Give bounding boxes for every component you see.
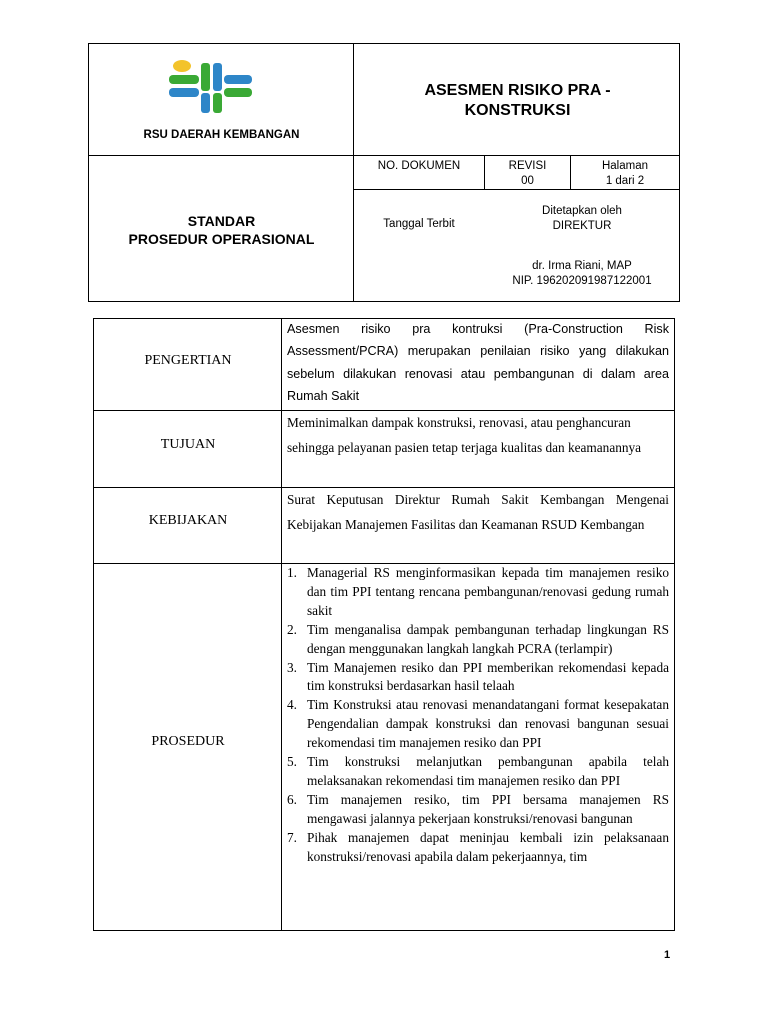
tujuan-text: Meminimalkan dampak konstruksi, renovasi, atau penghancuran sehingga pelayanan pasien tetap terjaga kualitas dan keamanannya <box>287 415 642 455</box>
director-block <box>485 259 679 289</box>
prosedur-step: 1. Managerial RS menginformasikan kepada tim manajemen resiko dan tim PPI tentang rencana pembangunan/renovasi gedung rumah sakit <box>287 565 669 618</box>
tujuan-label: TUJUAN <box>160 437 216 452</box>
ditetapkan-line2: DIREKTUR <box>552 220 612 232</box>
revisi-cell <box>485 159 570 189</box>
document-title <box>354 81 681 121</box>
prosedur-steps <box>287 564 669 867</box>
halaman-cell <box>571 159 679 189</box>
prosedur-step: 4. Tim Konstruksi atau renovasi menandatangani format kesepakatan Pengendalian dampak konstruksi dan renovasi bangunan sesuai rekomendasi tim manajemen resiko dan PPI <box>287 697 669 751</box>
document-title-line1: ASESMEN RISIKO PRA - <box>424 82 611 99</box>
kebijakan-label: KEBIJAKAN <box>148 513 228 528</box>
page-number: 1 <box>664 949 671 961</box>
sop-title-line1: STANDAR <box>187 213 256 229</box>
document-header <box>88 43 680 302</box>
prosedur-step: 3. Tim Manajemen resiko dan PPI memberikan rekomendasi kepada tim konstruksi berdasarkan hasil telaah <box>287 659 669 694</box>
director-nip: NIP. 196202091987122001 <box>512 275 652 287</box>
ditetapkan-line1: Ditetapkan oleh <box>542 205 622 217</box>
prosedur-step: 7. Pihak manajemen dapat meninjau kembali izin pelaksanaan konstruksi/renovasi apabila dalam pekerjaannya, tim <box>287 829 669 864</box>
revisi-value: 00 <box>521 175 534 187</box>
halaman-label: Halaman <box>601 160 649 172</box>
ditetapkan-block <box>485 204 679 234</box>
director-name: dr. Irma Riani, MAP <box>532 260 632 272</box>
sop-title <box>89 212 354 248</box>
revisi-label: REVISI <box>508 160 547 172</box>
prosedur-step: 6. Tim manajemen resiko, tim PPI bersama manajemen RS mengawasi jalannya pekerjaan konstruksi/renovasi bangunan <box>287 791 669 826</box>
tanggal-terbit-label: Tanggal Terbit <box>383 218 455 230</box>
halaman-value: 1 dari 2 <box>605 175 645 187</box>
sop-title-line2: PROSEDUR OPERASIONAL <box>128 231 315 247</box>
kebijakan-text: Surat Keputusan Direktur Rumah Sakit Kembangan Mengenai Kebijakan Manajemen Fasilitas dan Keamanan RSUD Kembangan <box>287 492 669 532</box>
hospital-logo-icon <box>165 59 255 115</box>
hospital-name: RSU DAERAH KEMBANGAN <box>143 129 300 141</box>
no-dokumen-label: NO. DOKUMEN <box>377 160 461 172</box>
prosedur-step: 5. Tim konstruksi melanjutkan pembangunan apabila telah melaksanakan rekomendasi tim manajemen resiko dan PPI <box>287 754 669 788</box>
document-title-line2: KONSTRUKSI <box>464 102 571 119</box>
pengertian-text: Asesmen risiko pra kontruksi (Pra-Construction Risk Assessment/PCRA) merupakan penilaian risiko yang dilakukan sebelum dilakukan renovasi atau pembangunan di dalam area Rumah Sakit <box>287 322 669 403</box>
sop-content-table <box>93 318 675 931</box>
prosedur-label: PROSEDUR <box>151 734 225 749</box>
prosedur-step: 2. Tim menganalisa dampak pembangunan terhadap lingkungan RS dengan menggunakan langkah langkah PCRA (terlampir) <box>287 621 669 656</box>
pengertian-label: PENGERTIAN <box>144 353 232 368</box>
